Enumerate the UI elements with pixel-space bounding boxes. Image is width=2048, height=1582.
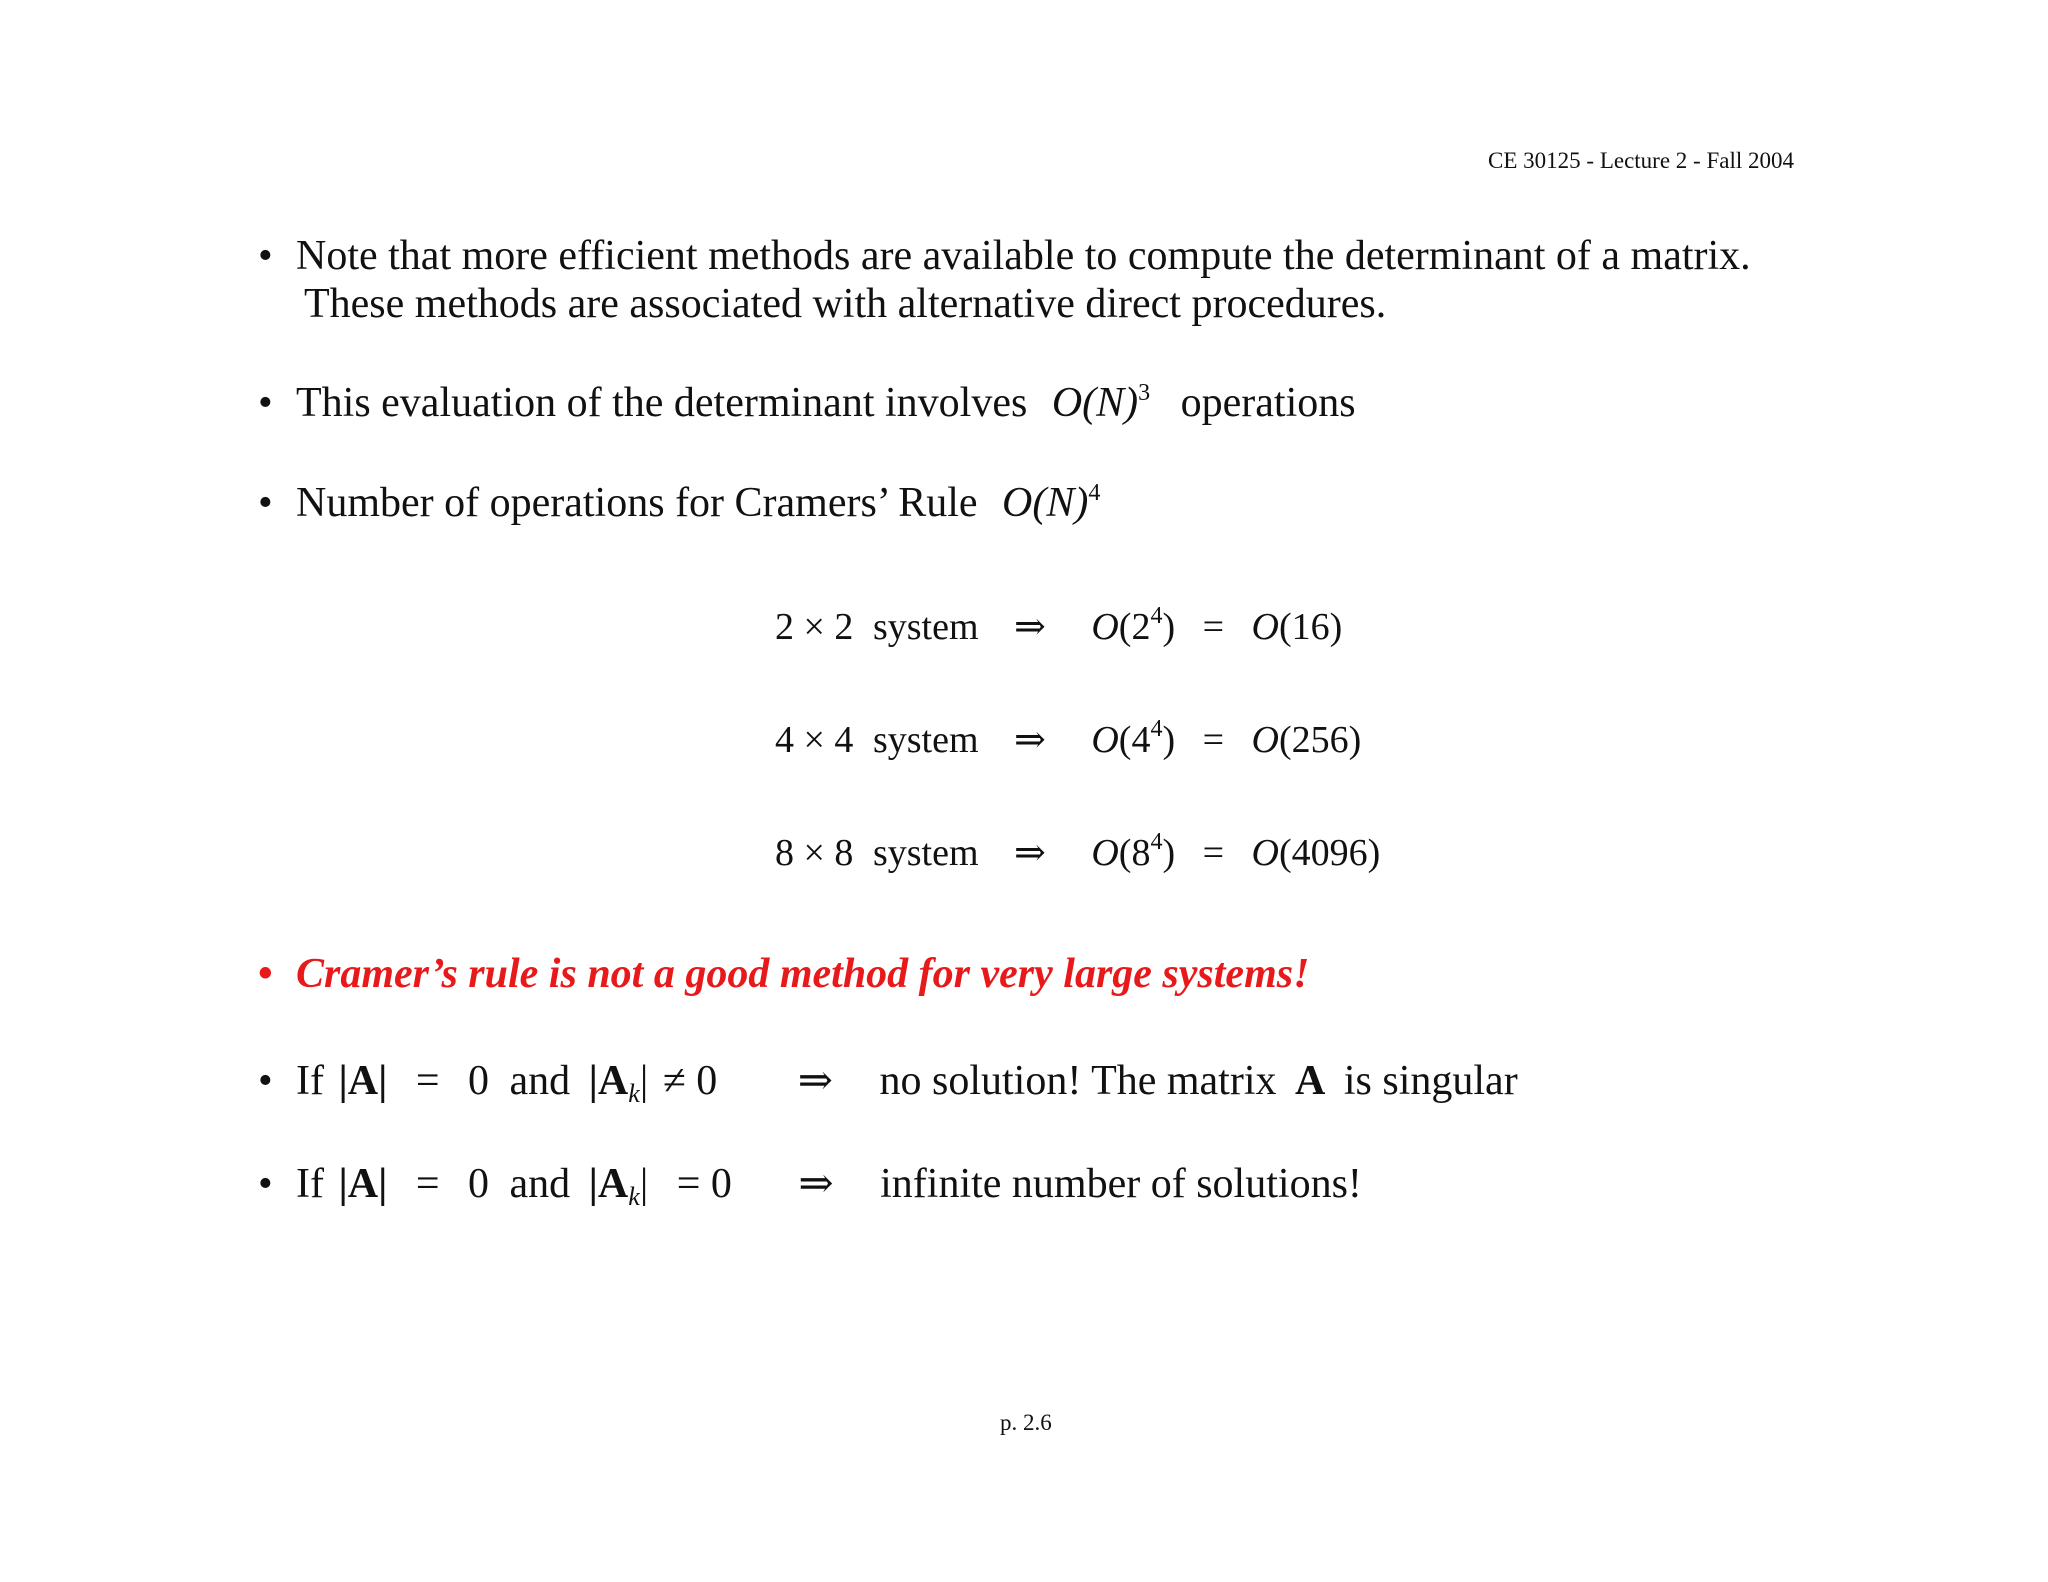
bullet-dot: • bbox=[258, 1161, 273, 1207]
page-number: p. 2.6 bbox=[1000, 1410, 1052, 1435]
bullet-text-line1: Note that more efficient methods are available to compute the determinant of a matrix. bbox=[296, 233, 1751, 279]
warning-text: Cramer’s rule is not a good method for very large systems! bbox=[296, 951, 1310, 997]
bullet-text-line2: These methods are associated with alternative direct procedures. bbox=[304, 281, 1387, 327]
bullet-dot: • bbox=[258, 951, 273, 997]
bullet-dot: • bbox=[258, 233, 273, 279]
equation-row-2x2: 2 × 2 system ⇒ $O(2^4) = O(16)$ bbox=[775, 603, 1343, 648]
bullet-cramers-operations bbox=[258, 479, 1458, 529]
det-a: |A| bbox=[338, 1161, 388, 1207]
bullet-text: Number of operations for Cramers’ Rule bbox=[296, 480, 978, 526]
bullet-infinite-solutions: • If |A| = 0 and $|A_k| = 0$ ⇒ infinite number of solutions! bbox=[258, 1161, 1362, 1211]
bullet-dot: • bbox=[258, 480, 273, 526]
bullet-evaluation bbox=[258, 379, 1458, 429]
big-o-expression: $O(N)^3$ bbox=[1051, 380, 1151, 426]
bullet-cramers-warning bbox=[258, 950, 1458, 1000]
det-ak: $|A_k|$ bbox=[588, 1058, 649, 1108]
bullet-tail: operations bbox=[1180, 380, 1356, 426]
bullet-dot: • bbox=[258, 1058, 273, 1104]
det-ak: $|A_k|$ bbox=[588, 1161, 649, 1211]
header-course: CE 30125 - Lecture 2 - Fall 2004 bbox=[1488, 148, 1794, 173]
equation-row-4x4: 4 × 4 system ⇒ $O(4^4) = O(256)$ bbox=[775, 716, 1362, 761]
det-a: |A| bbox=[338, 1058, 388, 1104]
bullet-dot: • bbox=[258, 380, 273, 426]
big-o-expression: $O(N)^4$ bbox=[1002, 480, 1101, 526]
bullet-text: This evaluation of the determinant involves bbox=[296, 380, 1028, 426]
bullet-no-solution: • If |A| = 0 and $|A_k| \ne 0$ ⇒ no solution! The matrix A is singular bbox=[258, 1058, 1518, 1108]
equation-row-8x8: 8 × 8 system ⇒ $O(8^4) = O(4096)$ bbox=[775, 829, 1381, 874]
